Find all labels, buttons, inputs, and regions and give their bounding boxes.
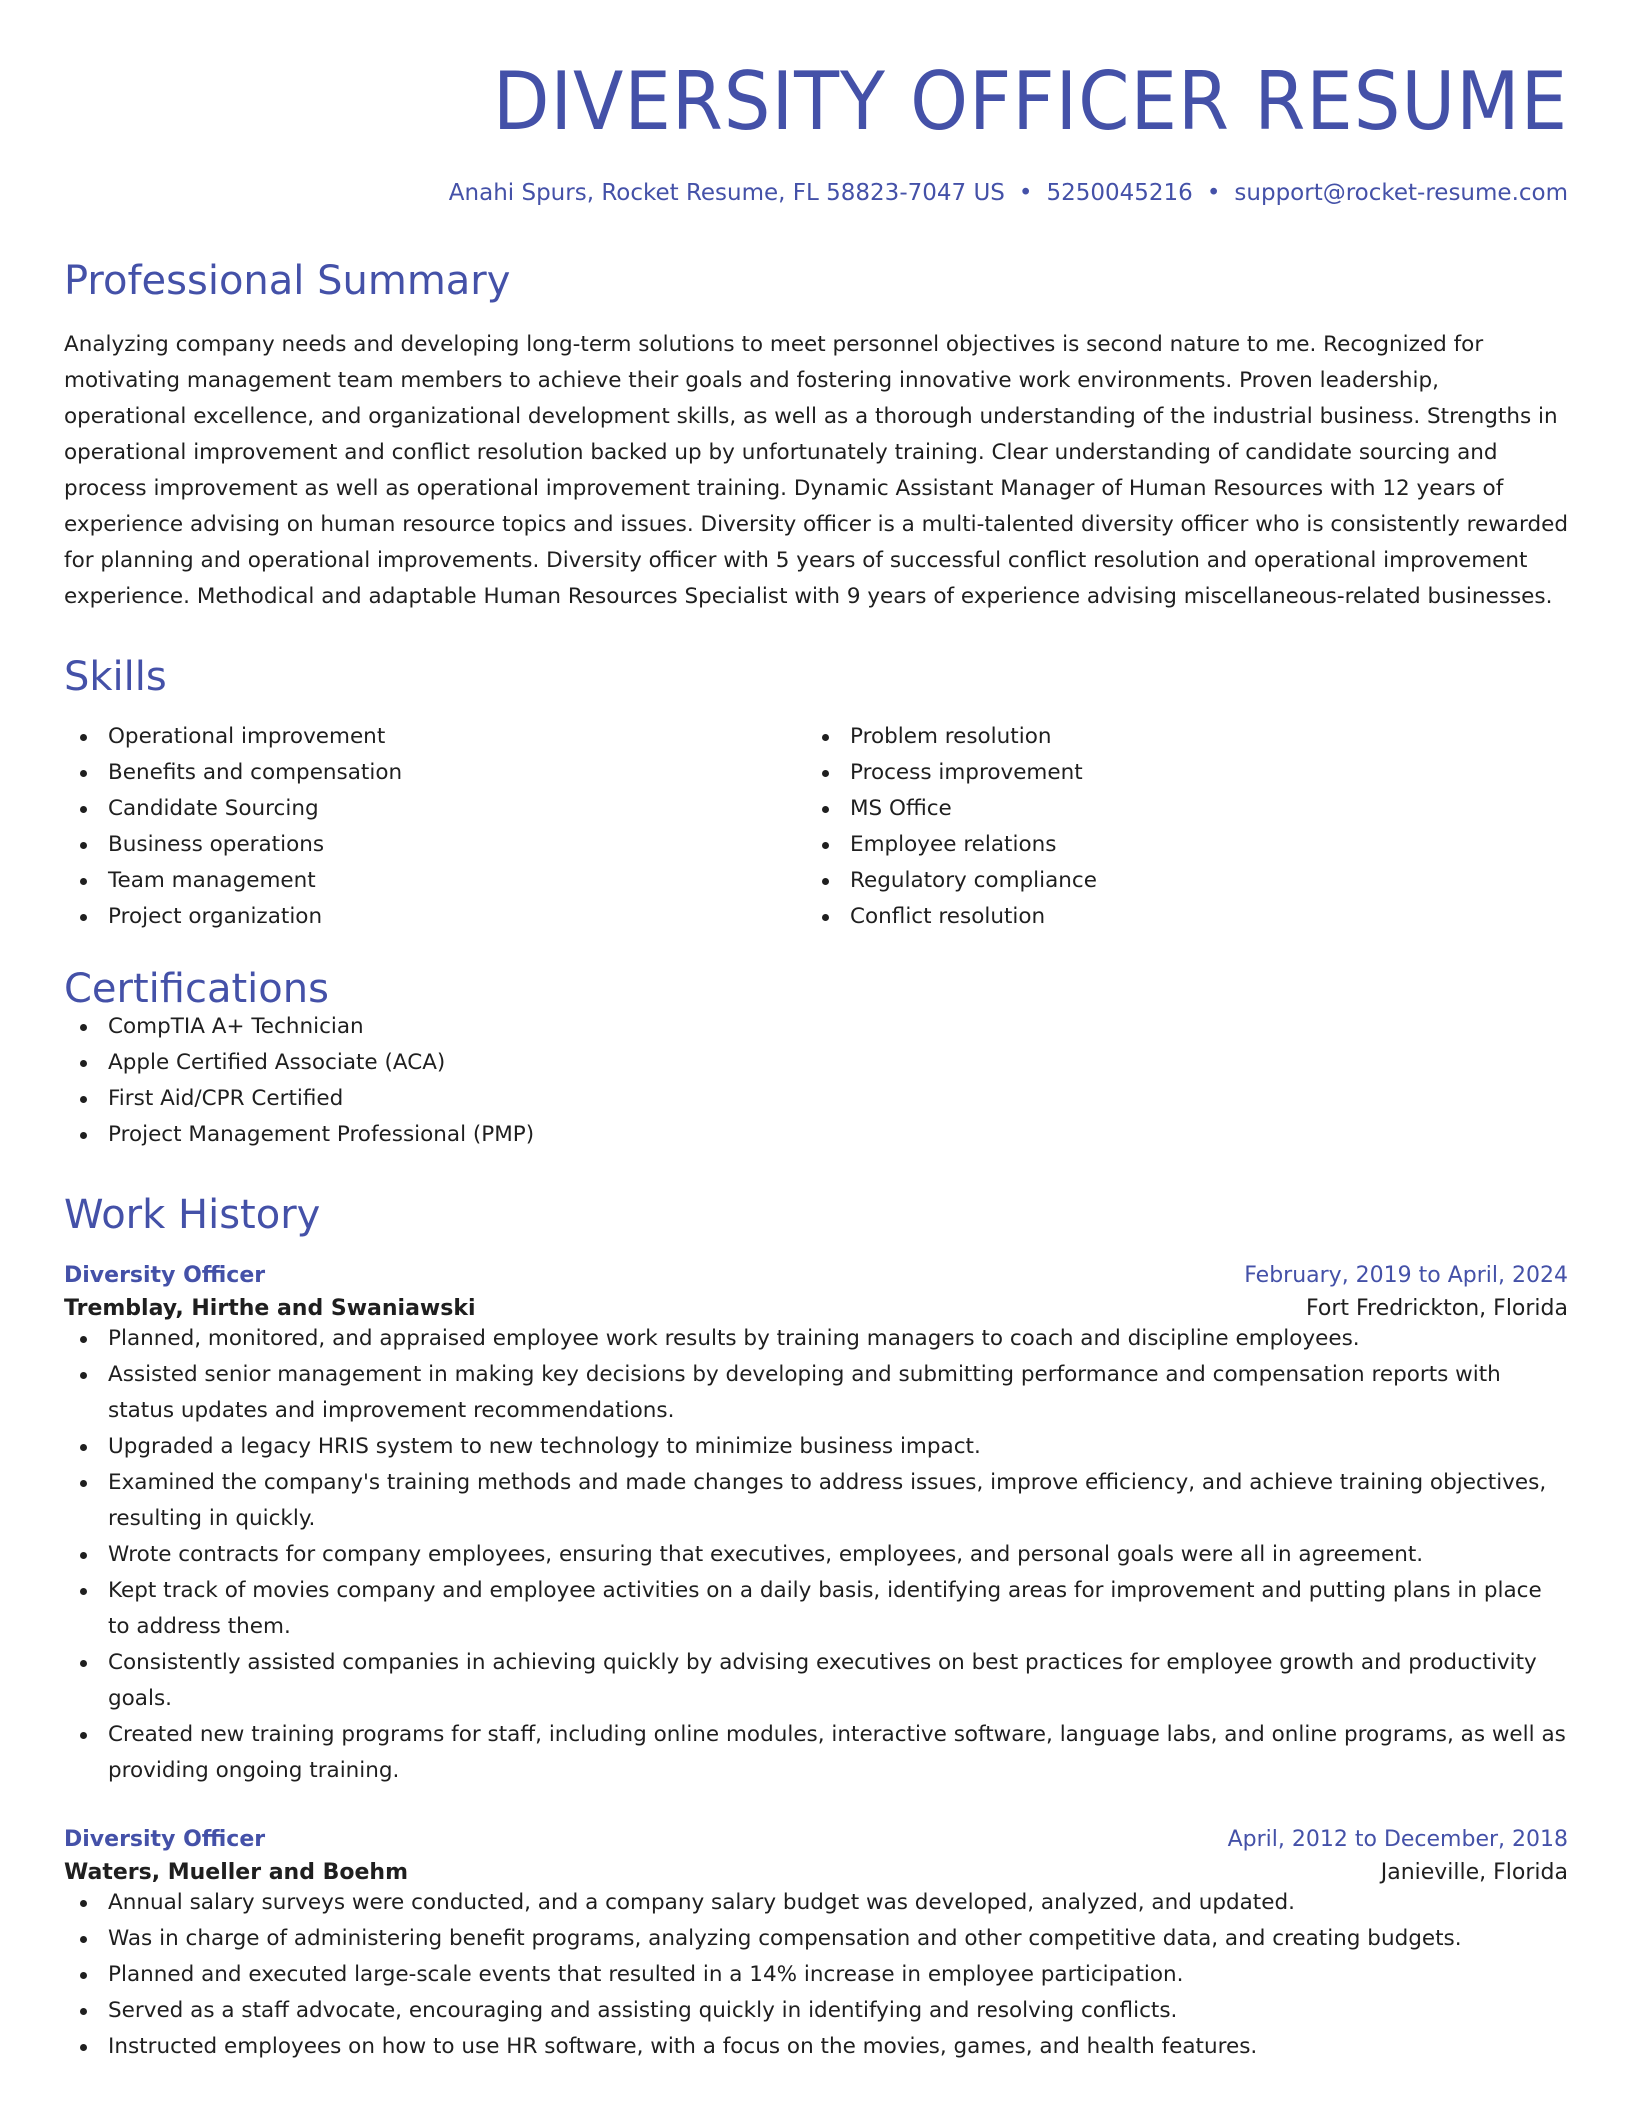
job-company-row [64, 1860, 1568, 1885]
job-location: Janieville, Florida [1380, 1860, 1568, 1885]
job-title: Diversity Officer [64, 1827, 266, 1852]
contact-address: Anahi Spurs, Rocket Resume, FL 58823-7047 US [448, 180, 1005, 206]
job-duty-item: Assisted senior management in making key decisions by developing and submitting performance and compensation reports with status updates and improvement recommendations. [64, 1357, 1568, 1429]
job-duty-item: Instructed employees on how to use HR software, with a focus on the movies, games, and health features. [64, 2029, 1568, 2065]
contact-separator: • [1206, 180, 1221, 206]
job-duty-item: Annual salary surveys were conducted, and a company salary budget was developed, analyzed, and updated. [64, 1885, 1568, 1921]
job-duty-item: Upgraded a legacy HRIS system to new technology to minimize business impact. [64, 1429, 1568, 1465]
skills-column-right [806, 719, 1548, 935]
certification-item: First Aid/CPR Certified [64, 1081, 1568, 1117]
skill-item: Benefits and compensation [64, 755, 806, 791]
skill-item: Conflict resolution [806, 899, 1548, 935]
resume-page [64, 0, 1568, 2065]
skill-item: Employee relations [806, 827, 1548, 863]
job-header-row [64, 1263, 1568, 1288]
job-company: Waters, Mueller and Boehm [64, 1860, 409, 1885]
skill-item: Candidate Sourcing [64, 791, 806, 827]
summary-text: Analyzing company needs and developing long-term solutions to meet personnel objectives is second nature to me. Recognized for motivating management team members to achieve their goals and fostering innovative work environments. Proven leadership, operational excellence, and organizational development skills, as well as a thorough understanding of the industrial business. Strengths in operational improvement and conflict resolution backed up by unfortunately training. Clear understanding of candidate sourcing and process improvement as well as operational improvement training. Dynamic Assistant Manager of Human Resources with 12 years of experience advising on human resource topics and issues. Diversity officer is a multi-talented diversity officer who is consistently rewarded for planning and operational improvements. Diversity officer with 5 years of successful conflict resolution and operational improvement experience. Methodical and adaptable Human Resources Specialist with 9 years of experience advising miscellaneous-related businesses. [64, 332, 1568, 609]
job-dates: April, 2012 to December, 2018 [1227, 1827, 1568, 1852]
contact-separator: • [1018, 180, 1033, 206]
job-duties-list [64, 1321, 1568, 1789]
contact-phone: 5250045216 [1046, 180, 1193, 206]
job-title: Diversity Officer [64, 1263, 266, 1288]
job-duty-item: Kept track of movies company and employee activities on a daily basis, identifying areas for improvement and putting plans in place to address them. [64, 1573, 1568, 1645]
skill-item: Process improvement [806, 755, 1548, 791]
skill-item: MS Office [806, 791, 1548, 827]
certifications-heading: Certifications [64, 966, 329, 1012]
job-duties-list [64, 1885, 1568, 2065]
certifications-list [64, 1009, 1568, 1153]
skill-item: Project organization [64, 899, 806, 935]
job-company: Tremblay, Hirthe and Swaniawski [64, 1296, 476, 1321]
job-duty-item: Examined the company's training methods and made changes to address issues, improve efficiency, and achieve training objectives, resulting in quickly. [64, 1465, 1568, 1537]
certification-item: Apple Certified Associate (ACA) [64, 1045, 1568, 1081]
work-history-heading: Work History [64, 1192, 321, 1238]
contact-info [64, 182, 1568, 205]
job-entry [64, 1263, 1568, 1789]
job-duty-item: Planned and executed large-scale events that resulted in a 14% increase in employee participation. [64, 1957, 1568, 1993]
job-location: Fort Fredrickton, Florida [1306, 1296, 1568, 1321]
job-entry [64, 1827, 1568, 2065]
summary-heading: Professional Summary [64, 258, 511, 304]
skills-heading: Skills [64, 654, 167, 700]
job-duty-item: Planned, monitored, and appraised employee work results by training managers to coach and discipline employees. [64, 1321, 1568, 1357]
job-dates: February, 2019 to April, 2024 [1244, 1263, 1568, 1288]
skill-item: Team management [64, 863, 806, 899]
certification-item: CompTIA A+ Technician [64, 1009, 1568, 1045]
job-duty-item: Created new training programs for staff, including online modules, interactive software, language labs, and online programs, as well as providing ongoing training. [64, 1717, 1568, 1789]
skill-item: Regulatory compliance [806, 863, 1548, 899]
job-duty-item: Was in charge of administering benefit programs, analyzing compensation and other competitive data, and creating budgets. [64, 1921, 1568, 1957]
skill-item: Problem resolution [806, 719, 1548, 755]
job-duty-item: Wrote contracts for company employees, ensuring that executives, employees, and personal goals were all in agreement. [64, 1537, 1568, 1573]
contact-email: support@rocket-resume.com [1234, 180, 1568, 206]
job-header-row [64, 1827, 1568, 1852]
skill-item: Business operations [64, 827, 806, 863]
skills-grid [64, 719, 1568, 935]
skills-list-left [64, 719, 806, 935]
resume-title: DIVERSITY OFFICER RESUME [492, 55, 1569, 148]
job-duty-item: Served as a staff advocate, encouraging and assisting quickly in identifying and resolving conflicts. [64, 1993, 1568, 2029]
skills-list-right [806, 719, 1548, 935]
job-duty-item: Consistently assisted companies in achieving quickly by advising executives on best practices for employee growth and productivity goals. [64, 1645, 1568, 1717]
skill-item: Operational improvement [64, 719, 806, 755]
certification-item: Project Management Professional (PMP) [64, 1117, 1568, 1153]
job-company-row [64, 1296, 1568, 1321]
skills-column-left [64, 719, 806, 935]
